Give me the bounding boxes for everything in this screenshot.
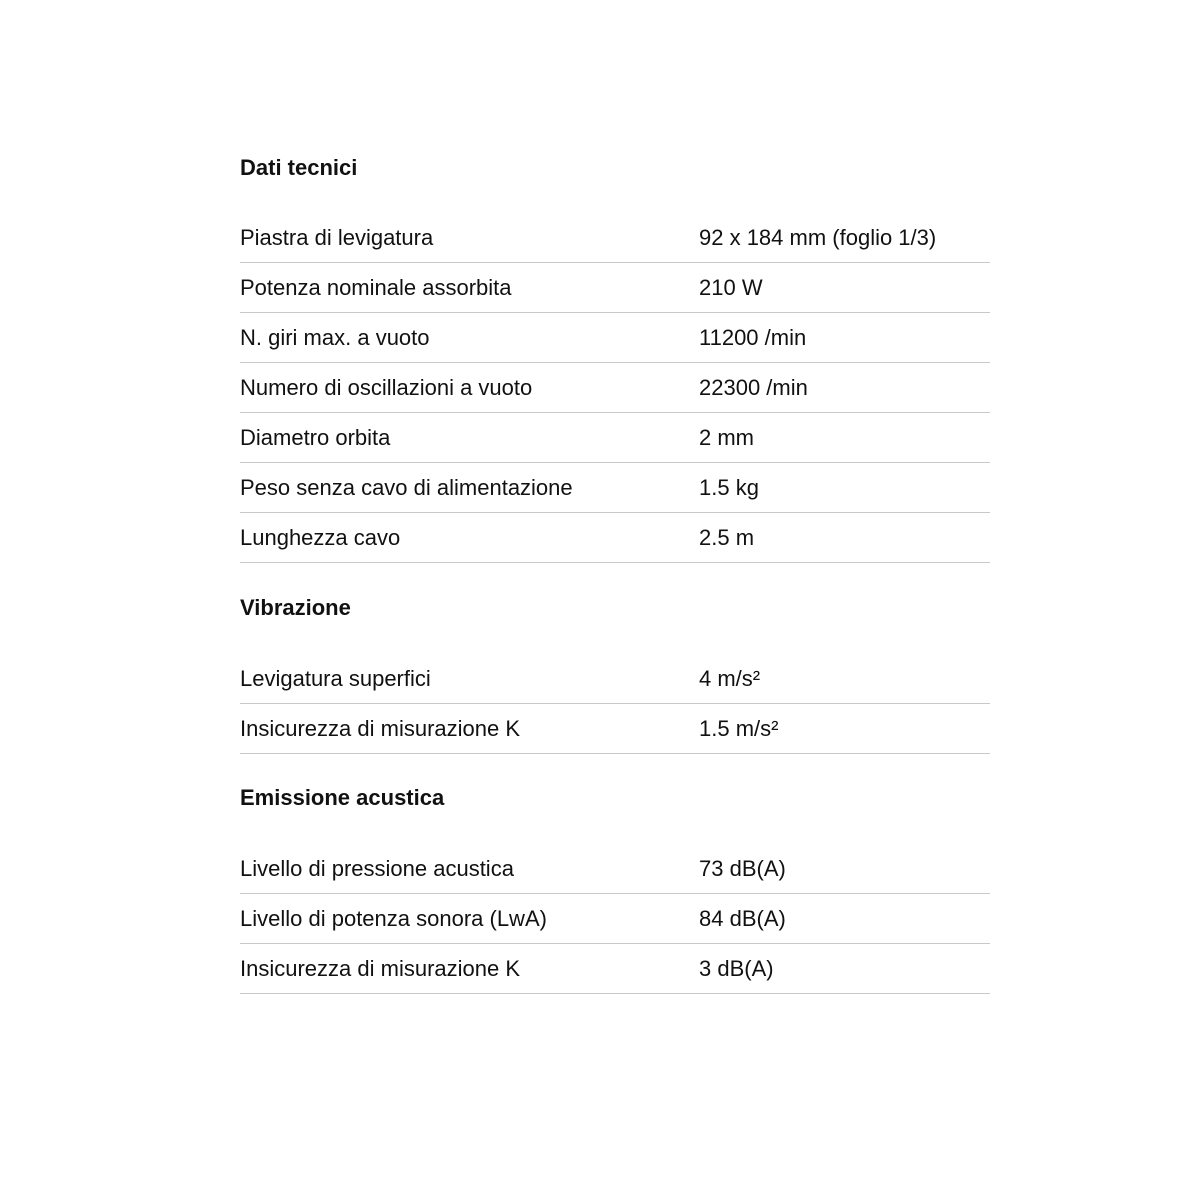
spec-value: 73 dB(A) xyxy=(699,856,786,881)
spec-label: N. giri max. a vuoto xyxy=(240,325,430,350)
section-title-dati-tecnici: Dati tecnici xyxy=(240,155,358,180)
spec-row xyxy=(240,944,990,994)
spec-value: 22300 /min xyxy=(699,375,808,400)
spec-value: 1.5 kg xyxy=(699,475,759,500)
spec-value: 1.5 m/s² xyxy=(699,716,779,741)
spec-row xyxy=(240,363,990,413)
spec-label: Livello di potenza sonora (LwA) xyxy=(240,906,547,931)
spec-value: 2.5 m xyxy=(699,525,755,550)
spec-value: 84 dB(A) xyxy=(699,906,786,931)
spec-value: 2 mm xyxy=(699,425,754,450)
spec-label: Potenza nominale assorbita xyxy=(240,275,512,300)
spec-label: Lunghezza cavo xyxy=(240,525,401,550)
spec-value: 4 m/s² xyxy=(699,666,761,691)
spec-label: Levigatura superfici xyxy=(240,666,431,691)
spec-value: 11200 /min xyxy=(699,325,807,350)
spec-row xyxy=(240,704,990,754)
spec-row xyxy=(240,654,990,704)
spec-row xyxy=(240,463,990,513)
spec-value: 210 W xyxy=(699,275,763,300)
spec-label: Numero di oscillazioni a vuoto xyxy=(240,375,533,400)
spec-row xyxy=(240,313,990,363)
spec-row xyxy=(240,413,990,463)
spec-label: Peso senza cavo di alimentazione xyxy=(240,475,573,500)
spec-label: Livello di pressione acustica xyxy=(240,856,514,881)
spec-label: Insicurezza di misurazione K xyxy=(240,956,521,981)
section-title-vibrazione: Vibrazione xyxy=(240,595,351,620)
spec-row xyxy=(240,213,990,263)
spec-row xyxy=(240,894,990,944)
spec-label: Insicurezza di misurazione K xyxy=(240,716,521,741)
spec-row xyxy=(240,263,990,313)
spec-value: 3 dB(A) xyxy=(699,956,774,981)
spec-label: Diametro orbita xyxy=(240,425,391,450)
spec-value: 92 x 184 mm (foglio 1/3) xyxy=(699,225,937,250)
section-title-emissione-acustica: Emissione acustica xyxy=(240,785,445,810)
spec-row xyxy=(240,513,990,563)
spec-row xyxy=(240,844,990,894)
spec-label: Piastra di levigatura xyxy=(240,225,434,250)
